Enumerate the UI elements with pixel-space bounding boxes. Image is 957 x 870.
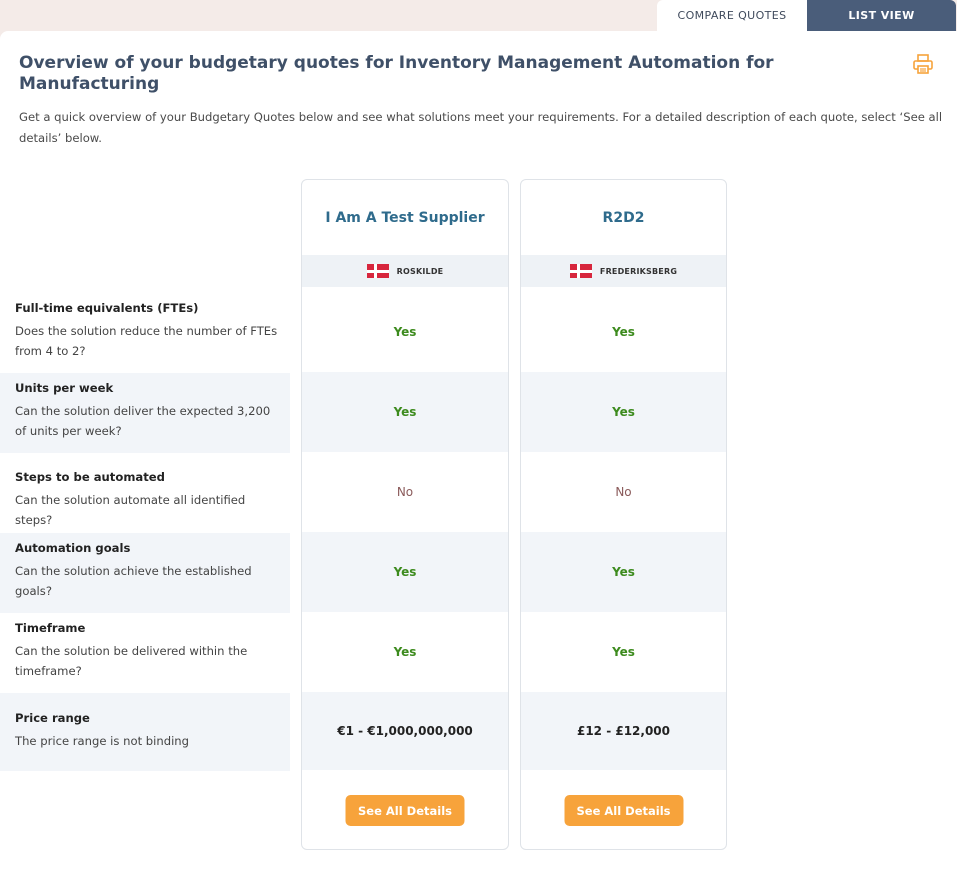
answer-cell: Yes — [521, 532, 726, 612]
criterion-row-price — [0, 693, 290, 771]
criterion-title: Units per week — [15, 381, 114, 395]
criterion-desc: Can the solution be delivered within the timeframe? — [15, 644, 248, 678]
criterion-row-timeframe — [0, 613, 290, 693]
criterion-desc: Does the solution reduce the number of FTEs from 4 to 2? — [15, 324, 278, 358]
see-all-details-button[interactable]: See All Details — [346, 795, 465, 826]
criterion-desc: Can the solution deliver the expected 3,200 of units per week? — [15, 404, 271, 438]
page-title: Overview of your budgetary quotes for Inventory Management Automation for Manufacturing — [19, 53, 774, 94]
tab-list-view[interactable]: LIST VIEW — [807, 0, 956, 31]
main-panel — [0, 31, 957, 870]
criterion-desc: Can the solution automate all identified steps? — [15, 493, 246, 527]
supplier-name[interactable]: I Am A Test Supplier — [325, 209, 485, 226]
answer-cell: Yes — [612, 645, 635, 659]
answer-cell: Yes — [612, 325, 635, 339]
denmark-flag-icon — [367, 264, 389, 278]
criterion-title: Price range — [15, 711, 90, 725]
tab-compare-quotes[interactable]: COMPARE QUOTES — [657, 0, 807, 31]
supplier-location — [521, 255, 726, 287]
supplier-card — [301, 179, 509, 850]
criterion-row-goals — [0, 533, 290, 613]
criterion-title: Automation goals — [15, 541, 131, 555]
supplier-card — [520, 179, 727, 850]
intro-text: Get a quick overview of your Budgetary Quotes below and see what solutions meet your requirements. For a detailed description of each quote, select ‘See all details’ below. — [19, 110, 943, 145]
criterion-title: Steps to be automated — [15, 470, 165, 484]
printer-icon[interactable] — [912, 53, 934, 75]
criterion-row-steps — [0, 453, 290, 533]
criterion-row-ftes — [0, 293, 290, 373]
answer-cell: No — [615, 485, 632, 499]
answer-cell: Yes — [302, 532, 508, 612]
see-all-details-button[interactable]: See All Details — [564, 795, 683, 826]
location-label: FREDERIKSBERG — [599, 266, 678, 276]
criterion-row-units — [0, 373, 290, 453]
location-label: ROSKILDE — [396, 266, 444, 276]
view-tabs — [657, 0, 957, 31]
answer-cell: No — [396, 485, 414, 499]
price-range-cell: €1 - €1,000,000,000 — [302, 692, 508, 770]
criterion-desc: Can the solution achieve the established goals? — [15, 564, 252, 598]
answer-cell: Yes — [393, 325, 417, 339]
criterion-desc: The price range is not binding — [15, 734, 190, 748]
answer-cell: Yes — [393, 645, 417, 659]
price-range-cell: £12 - £12,000 — [521, 692, 726, 770]
denmark-flag-icon — [570, 264, 592, 278]
answer-cell: Yes — [302, 372, 508, 452]
criterion-title: Timeframe — [15, 621, 86, 635]
criterion-title: Full-time equivalents (FTEs) — [15, 301, 199, 315]
supplier-name[interactable]: R2D2 — [602, 209, 645, 226]
supplier-location — [302, 255, 508, 287]
answer-cell: Yes — [521, 372, 726, 452]
